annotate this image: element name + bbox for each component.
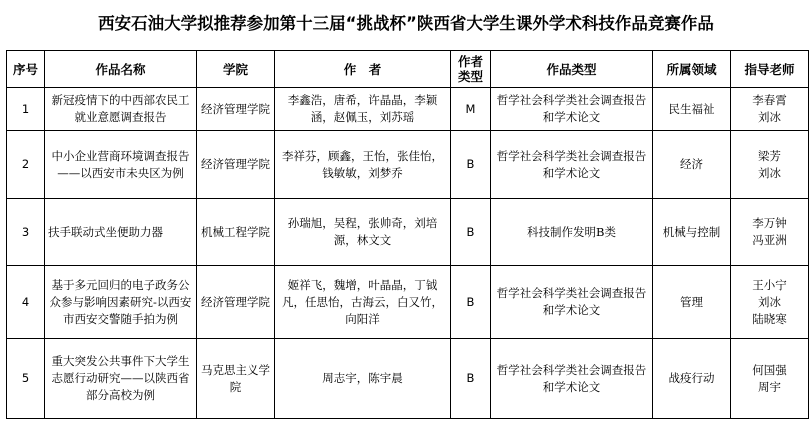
cell-college: 经济管理学院 <box>197 88 275 131</box>
cell-index: 2 <box>7 131 45 199</box>
advisor-name: 冯亚洲 <box>752 233 787 247</box>
cell-college: 经济管理学院 <box>197 131 275 199</box>
cell-author-type: B <box>451 339 491 419</box>
cell-field: 管理 <box>653 266 731 339</box>
cell-category: 哲学社会科学类社会调查报告和学术论文 <box>491 266 653 339</box>
document-title: 西安石油大学拟推荐参加第十三届“挑战杯”陕西省大学生课外学术科技作品竞赛作品 <box>98 14 714 33</box>
advisor-name: 王小宁 <box>752 277 787 292</box>
table-header-row <box>7 51 809 88</box>
cell-authors: 孙瑞旭，吴程，张帅奇，刘培源，林文文 <box>275 199 451 266</box>
cell-field: 民生福祉 <box>653 88 731 131</box>
cell-authors: 周志宇，陈宇晨 <box>275 339 451 419</box>
cell-category: 科技制作发明B类 <box>491 199 653 266</box>
cell-index: 1 <box>7 88 45 131</box>
advisor-name: 刘冰 <box>758 294 781 309</box>
table-row <box>7 131 809 199</box>
cell-authors: 李祥芬，顾鑫，王怡，张佳怡，钱敏敏，刘梦乔 <box>275 131 451 199</box>
cell-category: 哲学社会科学类社会调查报告和学术论文 <box>491 339 653 419</box>
cell-author-type: B <box>451 131 491 199</box>
cell-college: 机械工程学院 <box>197 199 275 266</box>
header-name: 作品名称 <box>45 51 197 88</box>
cell-name: 扶手联动式坐便助力器 <box>45 199 197 266</box>
cell-name: 基于多元回归的电子政务公众参与影响因素研究-以西安市西安交警随手拍为例 <box>45 266 197 339</box>
cell-name: 中小企业营商环境调查报告——以西安市未央区为例 <box>45 131 197 199</box>
cell-name: 重大突发公共事件下大学生志愿行动研究——以陕西省部分高校为例 <box>45 339 197 419</box>
cell-index: 5 <box>7 339 45 419</box>
advisor-name: 李万钟 <box>752 216 787 230</box>
advisor-name: 刘冰 <box>758 165 781 180</box>
cell-index: 3 <box>7 199 45 266</box>
header-college: 学院 <box>197 51 275 88</box>
header-advisor: 指导老师 <box>731 51 809 88</box>
advisor-name: 何国强 <box>752 362 787 377</box>
header-author-type-line2: 类型 <box>457 69 483 84</box>
table-row <box>7 199 809 266</box>
advisor-name: 陆晓寒 <box>752 311 787 326</box>
table-row <box>7 266 809 339</box>
cell-advisors <box>731 339 809 419</box>
cell-index: 4 <box>7 266 45 339</box>
advisor-name: 梁芳 <box>758 148 781 163</box>
header-author-type-line1: 作者 <box>457 54 483 69</box>
cell-advisors <box>731 88 809 131</box>
works-table <box>6 50 809 419</box>
cell-field: 机械与控制 <box>653 199 731 266</box>
cell-advisors <box>731 266 809 339</box>
header-field: 所属领域 <box>653 51 731 88</box>
advisor-name: 李春霄 <box>752 93 787 107</box>
table-row <box>7 88 809 131</box>
cell-author-type: M <box>451 88 491 131</box>
cell-author-type: B <box>451 199 491 266</box>
header-category: 作品类型 <box>491 51 653 88</box>
header-authors: 作 者 <box>275 51 451 88</box>
cell-name: 新冠疫情下的中西部农民工就业意愿调查报告 <box>45 88 197 131</box>
cell-authors: 李鑫浩，唐希，许晶晶，李颖涵，赵佩玉，刘苏瑶 <box>275 88 451 131</box>
cell-authors: 姬祥飞，魏增，叶晶晶，丁钺凡，任思怡，古海云，白又竹，向阳洋 <box>275 266 451 339</box>
cell-advisors <box>731 131 809 199</box>
cell-college: 经济管理学院 <box>197 266 275 339</box>
cell-college: 马克思主义学院 <box>197 339 275 419</box>
header-author-type <box>451 51 491 88</box>
cell-field: 经济 <box>653 131 731 199</box>
cell-category: 哲学社会科学类社会调查报告和学术论文 <box>491 131 653 199</box>
cell-advisors <box>731 199 809 266</box>
advisor-name: 刘冰 <box>758 110 781 124</box>
table-row <box>7 339 809 419</box>
advisor-name: 周宇 <box>758 379 781 394</box>
header-index: 序号 <box>7 51 45 88</box>
cell-field: 战疫行动 <box>653 339 731 419</box>
cell-category: 哲学社会科学类社会调查报告和学术论文 <box>491 88 653 131</box>
cell-author-type: B <box>451 266 491 339</box>
